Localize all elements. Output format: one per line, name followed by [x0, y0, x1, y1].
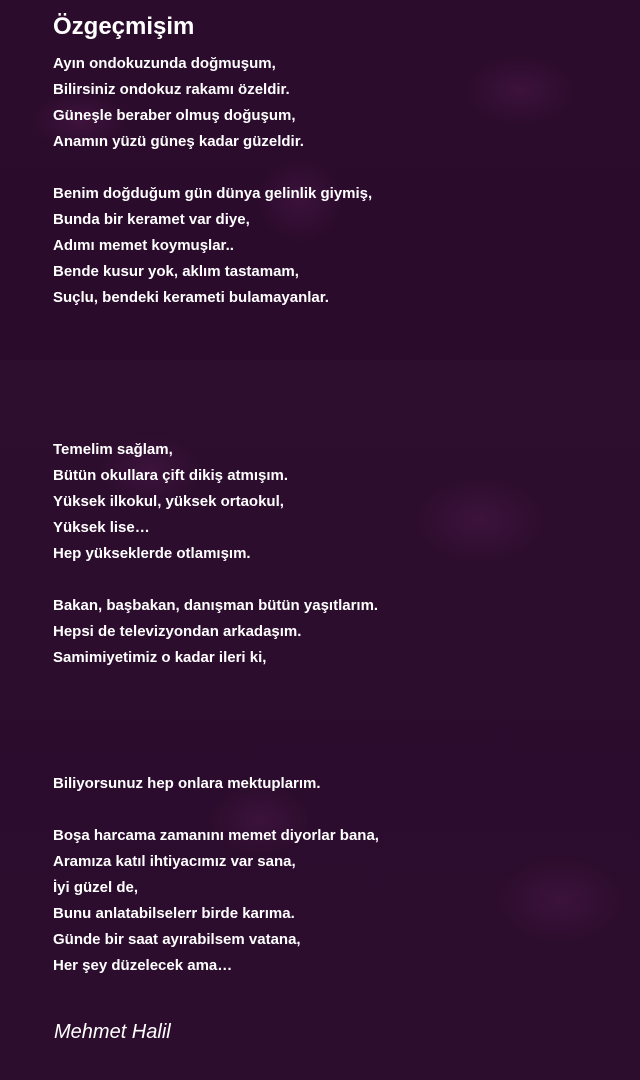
poem-line: Anamın yüzü güneş kadar güzeldir. — [53, 133, 304, 150]
poem-line: Güneşle beraber olmuş doğuşum, — [53, 107, 296, 124]
poem-line: Bende kusur yok, aklım tastamam, — [53, 263, 299, 280]
poem-line: Hep yükseklerde otlamışım. — [53, 545, 251, 562]
poem-line: Günde bir saat ayırabilsem vatana, — [53, 931, 301, 948]
poem-line: Temelim sağlam, — [53, 441, 173, 458]
poem-line: Bunu anlatabilselerr birde karıma. — [53, 905, 295, 922]
poem-line: Hepsi de televizyondan arkadaşım. — [53, 623, 302, 640]
poem-line: Yüksek ilkokul, yüksek ortaokul, — [53, 493, 284, 510]
poem-line: Bilirsiniz ondokuz rakamı özeldir. — [53, 81, 290, 98]
stanza-1 — [53, 51, 304, 155]
stanza-4 — [53, 593, 378, 671]
poem-line: Ayın ondokuzunda doğmuşum, — [53, 55, 276, 72]
poem-line: Yüksek lise… — [53, 519, 150, 536]
poem-line: Bakan, başbakan, danışman bütün yaşıtlarım. — [53, 597, 379, 614]
poem-line: Boşa harcama zamanını memet diyorlar bana, — [53, 827, 379, 844]
poem-line: Samimiyetimiz o kadar ileri ki, — [53, 649, 267, 666]
poem-line: Aramıza katıl ihtiyacımız var sana, — [53, 853, 296, 870]
stanza-6 — [53, 823, 379, 979]
poem-line: Suçlu, bendeki kerameti bulamayanlar. — [53, 289, 329, 306]
stanza-5 — [53, 771, 321, 797]
poem-line: Adımı memet koymuşlar.. — [53, 237, 234, 254]
poem-line: Bütün okullara çift dikiş atmışım. — [53, 467, 289, 484]
poem-line: Bunda bir keramet var diye, — [53, 211, 250, 228]
stanza-3 — [53, 437, 288, 567]
poem-line: Her şey düzelecek ama… — [53, 957, 233, 974]
poem-line: İyi güzel de, — [53, 879, 139, 896]
stanza-2 — [53, 181, 372, 311]
poem-line: Biliyorsunuz hep onlara mektuplarım. — [53, 775, 321, 792]
poem-title: Özgeçmişim — [53, 13, 195, 40]
poem-author: Mehmet Halil — [54, 1021, 171, 1043]
poem-line: Benim doğduğum gün dünya gelinlik giymiş, — [53, 185, 373, 202]
